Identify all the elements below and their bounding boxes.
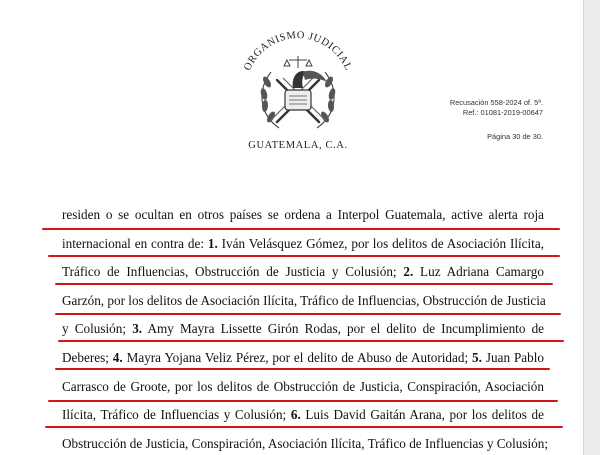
resolution-text (62, 205, 549, 455)
text-segment: Tráfico de Influencias, Obstrucción de Justicia y Colusión; (62, 264, 404, 280)
text-segment: y Colusión; (62, 321, 133, 337)
red-underline (55, 313, 561, 315)
text-segment: Carrasco de Groote, por los delitos de Obstrucción de Justicia, Conspiración, Asociación (62, 378, 544, 394)
text-segment: Mayra Yojana Veliz Pérez, por el delito de Abuso de Autoridad; (122, 349, 473, 365)
text-segment: residen o se ocultan en otros países se ordena a Interpol Guatemala, active alerta roja (62, 207, 544, 222)
judicial-seal (227, 10, 369, 158)
text-segment: internacional en contra de: (62, 235, 208, 251)
recusacion-number: Recusación 558-2024 of. 5ª. (449, 98, 543, 107)
seal-place-text: GUATEMALA, C.A. (248, 140, 348, 151)
item-number: 2. (403, 264, 414, 280)
red-underline (55, 368, 550, 370)
text-segment: Luz Adriana Camargo (413, 264, 544, 280)
red-underline (48, 400, 558, 402)
reference-number: Ref.: 01081-2019-00647 (462, 108, 543, 117)
text-segment: Obstrucción de Justicia, Conspiración, Asociación Ilícita, Tráfico de Influencias y Colusión; (62, 435, 549, 451)
item-number: 1. (207, 235, 218, 251)
red-underline (45, 426, 563, 428)
text-segment: Luis David Gaitán Arana, por los delitos de (300, 407, 544, 423)
text-line (62, 234, 544, 263)
text-segment: Deberes; (62, 349, 113, 365)
item-number: 5. (472, 349, 482, 365)
text-line (62, 405, 544, 434)
text-line (62, 348, 544, 377)
text-segment: Garzón, por los delitos de Asociación Ilícita, Tráfico de Influencias, Obstrucción de Justicia (62, 292, 546, 308)
red-underline (48, 255, 560, 257)
item-number: 6. (290, 407, 301, 423)
page-number: Página 30 de 30. (487, 132, 543, 141)
text-segment: Amy Mayra Lissette Girón Rodas, por el delito de Incumplimiento de (142, 321, 545, 337)
text-segment: Juan Pablo (481, 349, 544, 365)
red-underline (58, 340, 564, 342)
item-number: 3. (132, 321, 143, 337)
seal-arc-text: ORGANISMO JUDICIAL (242, 29, 354, 73)
text-segment: Ilícita, Tráfico de Influencias y Colusión; (62, 407, 291, 423)
text-line (62, 262, 544, 291)
red-underline (55, 283, 553, 285)
text-line (62, 434, 549, 455)
page-edge-scrollbar[interactable] (583, 0, 600, 455)
case-reference (450, 98, 543, 142)
text-segment: Iván Velásquez Gómez, por los delitos de Asociación Ilícita, (217, 235, 544, 251)
red-underline (42, 228, 560, 230)
item-number: 4. (112, 349, 123, 365)
text-line (62, 291, 544, 320)
text-line (62, 319, 544, 348)
